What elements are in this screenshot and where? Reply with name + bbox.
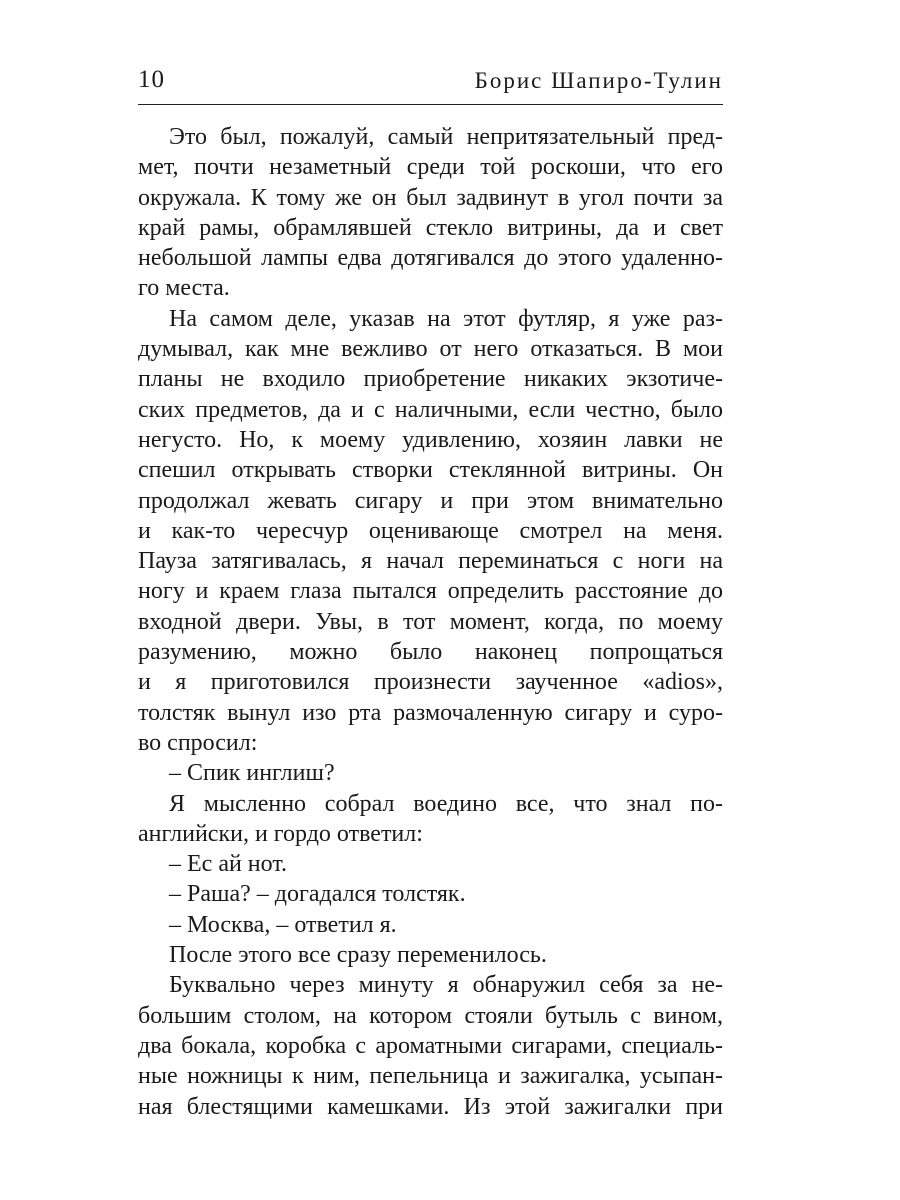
text-line: окружала. К тому же он был задвинут в угол почти за <box>138 184 723 211</box>
text-line: негусто. Но, к моему удивлению, хозяин лавки не <box>138 426 723 453</box>
text-line: планы не входило приобретение никаких экзотиче- <box>138 366 723 393</box>
text-line: Буквально через минуту я обнаружил себя за не- <box>169 972 723 999</box>
text-line: край рамы, обрамлявшей стекло витрины, да и свет <box>138 214 723 241</box>
text-line: продолжал жевать сигару и при этом внимательно <box>138 487 723 514</box>
text-line: думывал, как мне вежливо от него отказаться. В мои <box>138 336 723 363</box>
body-text <box>138 122 723 1122</box>
text-line: – Раша? – догадался толстяк. <box>169 881 466 908</box>
running-title-author: Борис Шапиро-Тулин <box>474 68 723 93</box>
text-line: спешил открывать створки стеклянной витрины. Он <box>138 457 723 484</box>
text-line: входной двери. Увы, в тот момент, когда, по моему <box>138 608 723 635</box>
text-line: Я мысленно собрал воедино все, что знал по- <box>169 790 723 817</box>
text-line: два бокала, коробка с ароматными сигарами, специаль- <box>138 1032 723 1059</box>
text-line: го места. <box>138 275 230 302</box>
text-line: ная блестящими камешками. Из этой зажигалки при <box>138 1093 723 1120</box>
text-line: – Спик инглиш? <box>169 760 335 787</box>
text-line: После этого все сразу переменилось. <box>169 942 547 969</box>
text-line: и я приготовился произнести заученное «adios», <box>138 669 723 696</box>
text-line: и как-то чересчур оценивающе смотрел на меня. <box>138 517 723 544</box>
text-line: – Ес ай нот. <box>169 851 288 878</box>
text-line: – Москва, – ответил я. <box>169 911 397 938</box>
text-line: ских предметов, да и с наличными, если честно, было <box>138 396 723 423</box>
text-line: мет, почти незаметный среди той роскоши, что его <box>138 154 723 181</box>
text-line: большим столом, на котором стояли бутыль с вином, <box>138 1002 723 1029</box>
text-line: во спросил: <box>138 729 258 756</box>
text-line: разумению, можно было наконец попрощаться <box>138 639 723 666</box>
text-line: ногу и краем глаза пытался определить расстояние до <box>138 578 723 605</box>
running-header <box>138 64 723 105</box>
text-line: небольшой лампы едва дотягивался до этого удаленно- <box>138 245 723 272</box>
text-line: На самом деле, указав на этот футляр, я уже раз- <box>169 305 723 332</box>
text-line: толстяк вынул изо рта размочаленную сигару и суро- <box>138 699 723 726</box>
text-line: Пауза затягивалась, я начал переминаться с ноги на <box>138 548 723 575</box>
text-line: ные ножницы к ним, пепельница и зажигалка, усыпан- <box>138 1063 723 1090</box>
text-line: английски, и гордо ответил: <box>138 820 423 847</box>
page-number: 10 <box>138 66 165 93</box>
text-line: Это был, пожалуй, самый непритязательный пред- <box>169 124 723 150</box>
